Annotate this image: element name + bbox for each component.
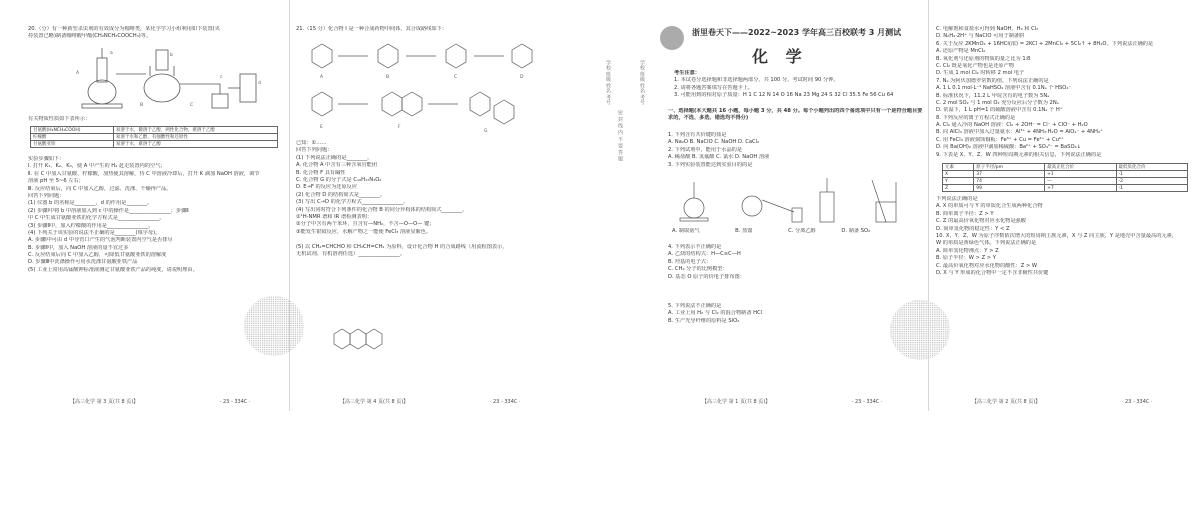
q20-line: 20.（分）有一种新型杀虫剂的有效成分为咖啡类，某化学学习小组利用如下装置(夹 <box>28 26 220 32</box>
binding-strip-left: 学校 班级 姓名 考号 <box>605 60 611 105</box>
svg-text:A: A <box>76 71 80 76</box>
binding-strip-middle: 密 封 线 内 不 要 答 题 <box>617 110 623 162</box>
right-sheet <box>652 0 1200 411</box>
footer-page-1: 【高三化学 第 1 页(共 8 页)】 · 23 - 334C · <box>702 399 883 405</box>
properties-table <box>30 126 278 148</box>
element-info-table <box>942 163 1188 192</box>
svg-text:b: b <box>170 53 173 58</box>
table-row: Y 74 — -2 <box>943 178 1188 185</box>
svg-text:a: a <box>110 51 113 56</box>
table-row: 柠檬酸 易溶于水和乙醇，有强酸性和还原性 <box>31 134 278 141</box>
questions-6-9: C. 电解饱和食盐水可得到 NaOH、H₂ 和 Cl₂ D. N₂H₄·2H⁺ 与 NaClO 可用于制备肼 6. 关于反应 2KMnO₄ + 16HCl(浓) = 2KCl + 2MnCl₂ + 5Cl₂↑ + 8H₂O，下列说法正确的是 A. 还原产物是 MnCl₂ B. 氧化剂与还原剂的物质的量之比为 1∶8 C. Cl₂ 既是氧化产物也是还原产物 D. 生成 1 mol Cl₂ 时转移 2 mol 电子 7. Nₐ 为阿伏加德罗常数的值，下列说法正确的是 A. 1 L 0.1 mol·L⁻¹ NaHSO₄ 溶液中含有 0.1Nₐ 个 HSO₄⁻ B. 标准状况下，11.2 L 甲烷含有的电子数为 5Nₐ C. 2 mol SO₂ 与 1 mol O₂ 充分反应后分子数为 2Nₐ D. 常温下，1 L pH=1 的硫酸溶液中含有 0.1Nₐ 个 H⁺ 8. 下列反应的离子方程式正确的是 A. Cl₂ 通入冷的 NaOH 溶液：Cl₂ + 2OH⁻ = Cl⁻ + ClO⁻ + H₂O B. 向 AlCl₃ 溶液中加入过量氨水：Al³⁺ + 4NH₃·H₂O = AlO₂⁻ + 4NH₄⁺ C. 用 FeCl₃ 溶液刻蚀铜板：Fe³⁺ + Cu = Fe²⁺ + Cu²⁺ D. 向 Ba(OH)₂ 溶液中滴加稀硫酸：Ba²⁺ + SO₄²⁻ = BaSO₄↓ 9. 下表是 X、Y、Z、W 四种短周期元素的相关信息，下列说法正确的是 <box>936 26 1154 158</box>
exam-notes: 考生注意： 1. 本试卷分选择题和非选择题两部分，共 100 分。考试时间 90 分钟。 2. 请将各题答案填写在答题卡上。 3. 可能用到的相对原子质量：H 1 C 12 N 14 O 16 Na 23 Mg 24 S 32 Cl 35.5 Fe 56 Cu 64 <box>674 70 894 99</box>
apparatus-diagram <box>70 44 270 110</box>
q3-label-c: C. 分离乙醇 <box>788 228 816 234</box>
anthracene-structure <box>330 322 390 356</box>
footer-page-2: 【高三化学 第 2 页(共 8 页)】 · 23 - 334C · <box>972 399 1153 405</box>
svg-text:E: E <box>320 125 323 130</box>
svg-text:F: F <box>398 125 401 130</box>
q20-line: 持装置已略)制备咖啡酸甲酯(CH₂NCH₂COOCH₃)等。 <box>28 33 152 40</box>
watermark-dots <box>244 296 304 356</box>
svg-text:c: c <box>220 75 223 80</box>
q3-apparatus-diagram <box>672 172 922 228</box>
q3-label-a: A. 制取氨气 <box>672 228 700 234</box>
questions-9-10: 下列说法正确的是 A. X 的单质可与 Y 的单质化合生成两种化合物 B. 简单离子半径：Z > Y C. Z 的最高价氧化物对应水化物是强酸 D. 简单氢化物的稳定性：Y < Z 10. X、Y、Z、W 为原子序数依次增大的短周期主族元素，X 与 Z 同主族，Y 是地壳中含量最高的元素， W 的单质是黄绿色气体。下列说法正确的是 A. 简单氢化物沸点：Y > Z B. 原子半径：W > Z > Y C. 最高价氧化物对应水化物的酸性：Z > W D. X 与 Y 形成的化合物中一定不含非极性共价键 <box>936 196 1177 276</box>
exam-header: 浙里卷天下——2022~2023 学年高三百校联考 3 月测试 <box>692 28 902 37</box>
q21-questions: 已知：①…… 回答下列问题： (1) 下列说法正确的是________。 A. 化合物 A 中含有三种含氧官能团 B. 化合物 F 具有碱性 C. 化合物 G 的分子式是 C₁₆H₁₇N₃O₂ D. E→F 的反应为还原反应 (2) 化合物 D 的结构简式是________。 (3) 写出 C→D 的化学方程式________________。 (4) 写出同时符合下列条件的化合物 B 的同分异构体的结构简式________。 ①¹H-NMR 谱和 IR 谱检测表明： ②分子中含有两个苯环，且含有—NH₂，不含—O—O— 键； ③能发生银镜反应，水解产物之一能使 FeCl₃ 溶液显紫色。 (5) 以 CH₂=CHCHO 和 CH₃CH=CH₂ 为原料，设计化合物 H 的合成路线（用流程图表示， 无机试剂、有机溶剂任选）________________。 <box>296 140 508 258</box>
q20-steps: 实验步骤如下： Ⅰ. 打开 K₁、K₂、K₃，使 A 中产生的 H₂ 赶走装置内的空气； Ⅱ. 在 C 中加入甘氨酸、柠檬酸，加热使其溶解，待 C 中溶液冷却后，打开 K 滴加 NaOH 溶液，调节 溶液 pH 至 5~6 左右； Ⅲ. 反应结束后，向 C 中加入乙醇，过滤、洗涤、干燥得产品。 回答下列问题： (1) 仪器 b 的名称是________，d 的作用是________。 (2) 步骤Ⅰ中将 b 中溶液加入到 c 中的操作是________________；步骤Ⅱ 中 C 中生成甘氨酸亚铁的化学方程式是________________。 (3) 步骤Ⅱ中，加入柠檬酸的作用是________________。 (4) 下列关于该实验的说法不正确的是________(填字母)。 A. 步骤Ⅰ中可由 d 中导管口产生的气泡判断装置内空气是否排尽 B. 步骤Ⅱ中，加入 NaOH 溶液的量不宜过多 C. 反应结束后向 C 中加入乙醇，可降低甘氨酸亚铁的溶解度 D. 步骤Ⅲ中洗涤操作可用水洗涤甘氨酸亚铁产品 (5) 工业上常用高锰酸钾标准液测定甘氨酸亚铁产品的纯度，请说明理由。 <box>28 156 260 273</box>
table-header-row: 元素 原子半径/pm 最高正化合价 最低负化合价 <box>943 164 1188 171</box>
svg-text:C: C <box>190 103 194 108</box>
svg-text:d: d <box>258 81 261 86</box>
q21-block: 21.（15 分）化合物 I 是一种合成药物中间体，其合成路线如下： <box>296 26 448 32</box>
table-row: Z 99 +7 -1 <box>943 185 1188 192</box>
synthesis-route-diagram <box>298 40 546 138</box>
svg-text:B: B <box>386 75 390 80</box>
footer-right-page: 【高三化学 第 4 页(共 8 页)】 · 23 - 334C · <box>340 399 521 405</box>
questions-4-5: 4. 下列表示不正确的是 A. 乙炔的结构式：H—C≡C—H B. 羟基的电子式： C. CH₄ 分子的比例模型： D. 基态 O 原子的价电子排布图： 5. 下列说法不正确的是 A. 工业上用 H₂ 与 Cl₂ 的混合物制备 HCl B. 生产光导纤维的原料是 SiO₂ <box>668 244 763 324</box>
svg-text:G: G <box>484 129 488 134</box>
q20-block <box>28 26 280 41</box>
svg-text:B: B <box>140 103 144 108</box>
left-sheet <box>0 0 598 411</box>
q3-option-labels <box>672 228 922 235</box>
table-row: X 37 +1 -1 <box>943 171 1188 178</box>
subject-title: 化 学 <box>752 47 808 66</box>
questions-1-2: 1. 下列含有共价键的盐是 A. Na₂O B. NaClO C. NaOH D. CaCl₂ 2. 下列试剂中，能用于水晶的是 A. 稀盐酸 B. 氢氟酸 C. 氯水 D. NaOH 溶液 3. 下列实验装置能达到实验目的的是 <box>668 132 770 168</box>
svg-text:D: D <box>520 75 524 80</box>
footer-left-page: 【高三化学 第 3 页(共 8 页)】 · 23 - 334C · <box>70 399 251 405</box>
table-row: 甘氨酸亚铁 易溶于水，难溶于乙醇 <box>31 141 278 148</box>
q3-label-b: B. 蒸馏 <box>735 228 753 234</box>
binding-strip-right: 学校 班级 姓名 考号 <box>639 60 645 105</box>
logo-mark <box>660 26 684 50</box>
table-title: 有关物质性质如下表所示： <box>28 116 91 122</box>
watermark-dots <box>890 300 950 360</box>
section-1-heading: 一、选择题(本大题共 16 小题，每小题 3 分，共 48 分。每个小题列出的四个备选项中只有一个是符合题目要求的，不选、多选、错选均不得分) <box>668 108 923 122</box>
table-row: 甘氨酸(H₂NCH₂COOH) 易溶于水，微溶于乙醇，两性化合物，难溶于乙醇 <box>31 127 278 134</box>
svg-text:A: A <box>320 75 324 80</box>
column-divider <box>928 0 929 411</box>
svg-text:C: C <box>454 75 458 80</box>
q3-label-d: D. 制备 SO₂ <box>841 228 871 234</box>
